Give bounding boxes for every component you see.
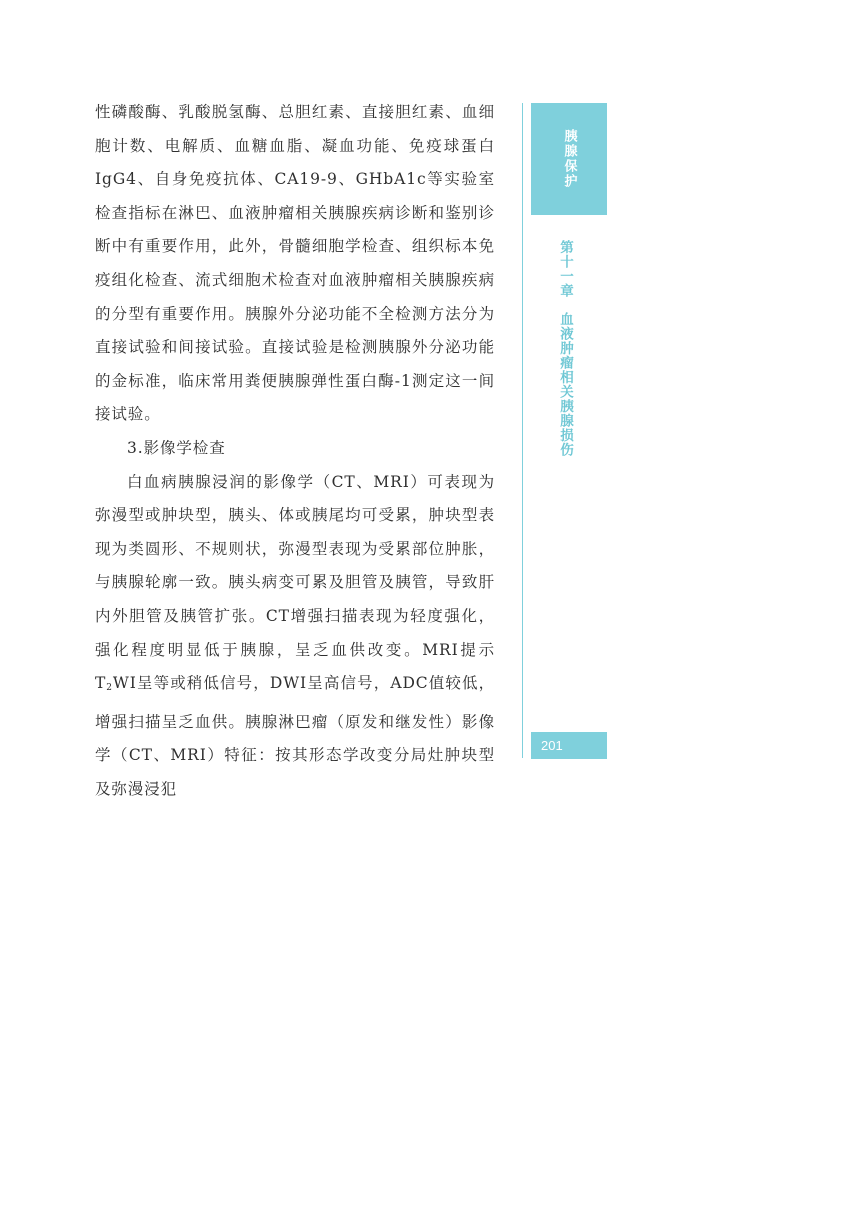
section-tab-label: 胰腺保护 xyxy=(561,129,577,189)
sidebar-divider xyxy=(522,103,523,758)
paragraph-lab-tests: 性磷酸酶、乳酸脱氢酶、总胆红素、直接胆红素、血细胞计数、电解质、血糖血脂、凝血功能、免疫球蛋白IgG4、自身免疫抗体、CA19-9、GHbA1c等实验室检查指标在淋巴、血液肿瘤相关胰腺疾病诊断和鉴别诊断中有重要作用，此外，骨髓细胞学检查、组织标本免疫组化检查、流式细胞术检查对血液肿瘤相关胰腺疾病的分型有重要作用。胰腺外分泌功能不全检测方法分为直接试验和间接试验。直接试验是检测胰腺外分泌功能的金标准，临床常用粪便胰腺弹性蛋白酶-1测定这一间接试验。 xyxy=(95,103,495,424)
paragraph-imaging-part2: WI呈等或稍低信号，DWI呈高信号，ADC值较低，增强扫描呈乏血供。胰腺淋巴瘤（原发和继发性）影像学（CT、MRI）特征：按其形态学改变分局灶肿块型及弥漫浸犯 xyxy=(95,674,495,798)
section-heading-imaging: 3.影像学检查 xyxy=(127,438,226,457)
body-text xyxy=(95,96,495,806)
paragraph-imaging-part1: 白血病胰腺浸润的影像学（CT、MRI）可表现为弥漫型或肿块型，胰头、体或胰尾均可受累，肿块型表现为类圆形、不规则状，弥漫型表现为受累部位肿胀，与胰腺轮廓一致。胰头病变可累及胆管及胰管，导致肝内外胆管及胰管扩张。CT增强扫描表现为轻度强化，强化程度明显低于胰腺，呈乏血供改变。MRI提示T xyxy=(95,472,495,693)
chapter-number: 第十一章 xyxy=(557,240,573,298)
section-tab xyxy=(531,103,607,215)
paragraph-imaging xyxy=(95,466,495,807)
chapter-title: 血液肿瘤相关胰腺损伤 xyxy=(557,312,573,457)
subscript-2: 2 xyxy=(106,683,113,694)
page-number: 201 xyxy=(531,732,607,759)
chapter-label xyxy=(555,240,575,457)
